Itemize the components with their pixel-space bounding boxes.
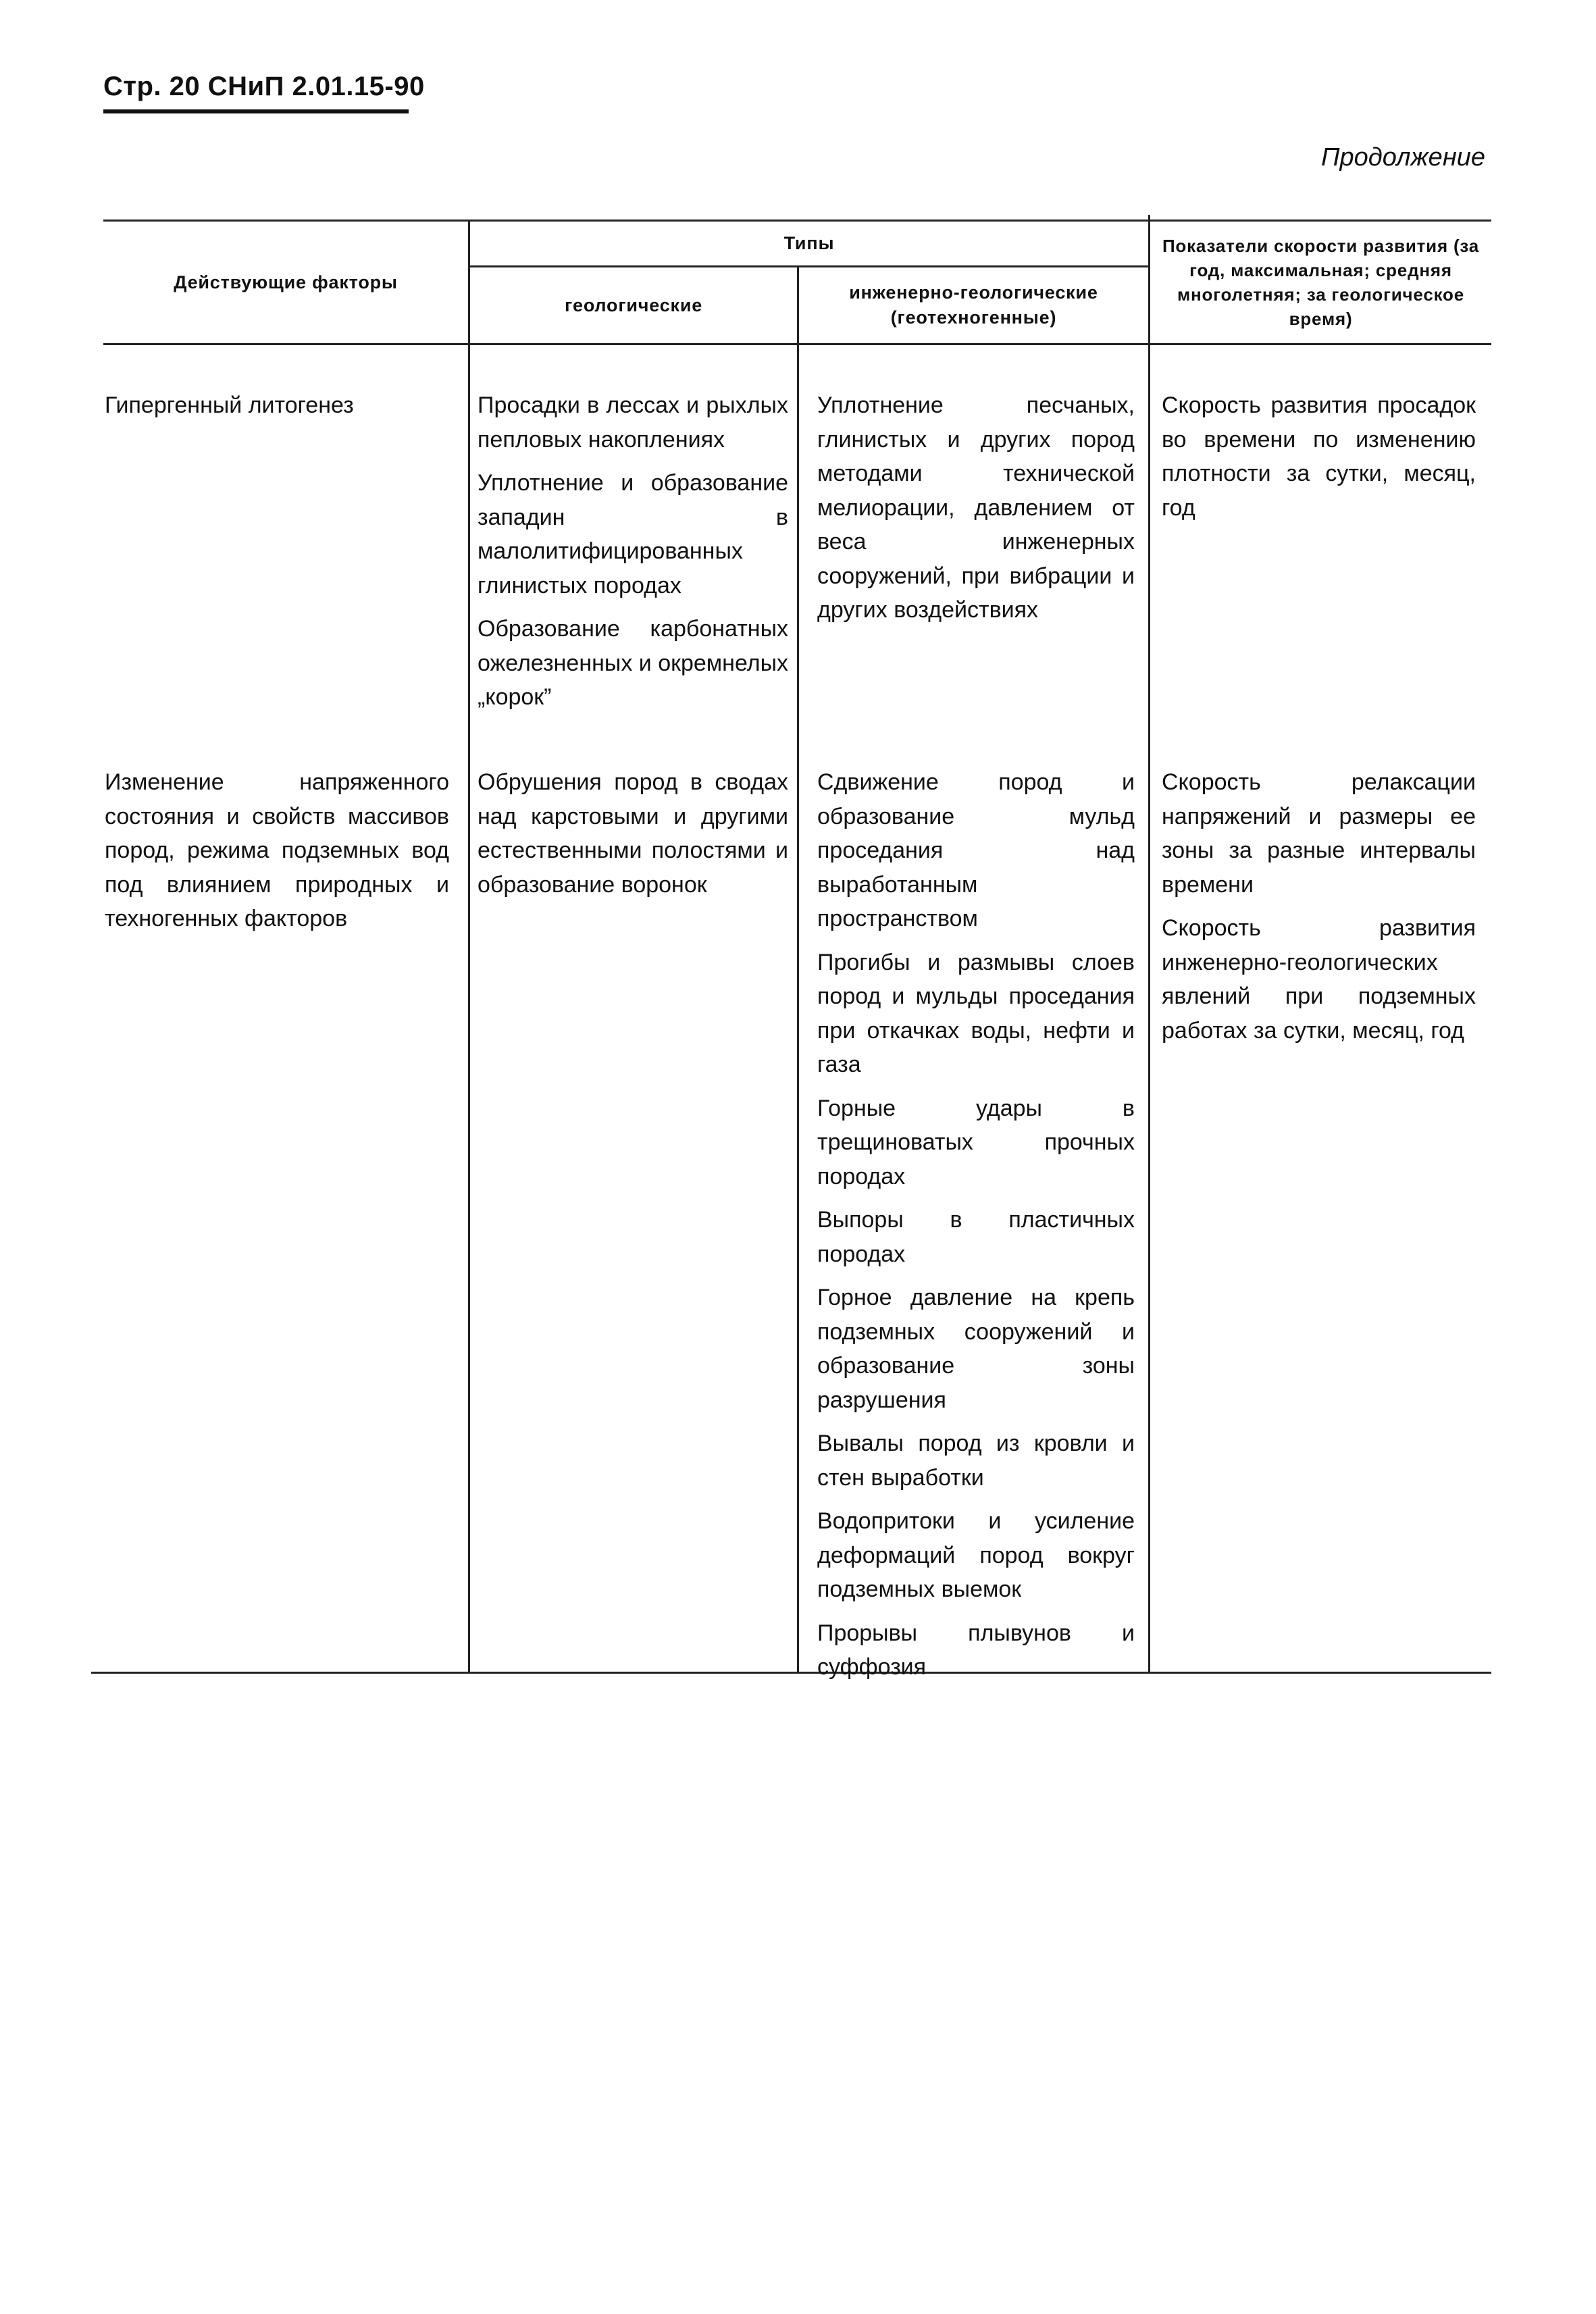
factor-text: Изменение напряженного состояния и свойств массивов пород, режима подземных вод под влиянием природных и техногенных факторов xyxy=(105,769,449,931)
engineering-item: Вывалы пород из кровли и стен выработки xyxy=(817,1431,1135,1491)
row-1-factor-cell xyxy=(105,388,449,432)
row-1-engineering-cell xyxy=(817,388,1135,637)
header-factors: Действующие факторы xyxy=(174,272,398,292)
geological-item: Обрушения пород в сводах над карстовыми и другими естественными полостями и образование воронок xyxy=(478,769,788,898)
row-2-engineering-cell xyxy=(817,765,1135,1694)
continuation-label: Продолжение xyxy=(1321,143,1485,172)
engineering-item: Сдвижение пород и образование мульд проседания над выработанным пространством xyxy=(817,769,1135,931)
indicator-item: Скорость развития просадок во времени по изменению плотности за сутки, месяц, год xyxy=(1162,392,1476,521)
engineering-item: Выпоры в пластичных породах xyxy=(817,1207,1135,1267)
engineering-item: Прогибы и размывы слоев пород и мульды проседания при откачках воды, нефти и газа xyxy=(817,949,1135,1077)
column-divider-2 xyxy=(797,265,799,1672)
row-2-factor-cell xyxy=(105,765,449,946)
factor-text: Гипергенный литогенез xyxy=(105,392,354,418)
column-divider-1 xyxy=(468,220,470,1672)
engineering-item: Горное давление на крепь подземных сооружений и образование зоны разрушения xyxy=(817,1285,1135,1413)
geological-item: Уплотнение и образование западин в малолитифицированных глинистых породах xyxy=(478,470,788,598)
geological-item: Просадки в лессах и рыхлых пепловых накоплениях xyxy=(478,392,788,453)
header-geological: геологические xyxy=(564,294,703,315)
page-header: Стр. 20 СНиП 2.01.15-90 xyxy=(103,72,425,101)
header-types: Типы xyxy=(783,233,835,253)
engineering-item: Уплотнение песчаных, глинистых и других пород методами технической мелиорации, давлением от веса инженерных сооружений, при вибрации и других воздействиях xyxy=(817,392,1135,623)
column-divider-3 xyxy=(1148,215,1150,1672)
engineering-item: Водопритоки и усиление деформаций пород вокруг подземных выемок xyxy=(817,1508,1135,1602)
engineering-item: Горные удары в трещиноватых прочных породах xyxy=(817,1095,1135,1189)
header-indicators: Показатели скорости развития (за год, максимальная; средняя многолетняя; за геологическое время) xyxy=(1162,236,1480,329)
table-bottom-rule xyxy=(91,1672,1491,1674)
geological-item: Образование карбонатных ожелезненных и окремнелых „корок” xyxy=(478,616,789,710)
header-underline xyxy=(103,109,409,113)
header-engineering: инженерно-геологические (геотехногенные) xyxy=(849,282,1098,328)
row-2-indicators-cell xyxy=(1162,765,1476,1057)
indicator-item: Скорость развития инженерно-геологических явлений при подземных работах за сутки, месяц, год xyxy=(1162,915,1476,1044)
indicator-item: Скорость релаксации напряжений и размеры ее зоны за разные интервалы времени xyxy=(1162,769,1476,898)
engineering-item: Прорывы плывунов и суффозия xyxy=(817,1620,1135,1680)
row-1-geological-cell xyxy=(478,388,788,724)
row-2-geological-cell xyxy=(478,765,788,911)
row-1-indicators-cell xyxy=(1162,388,1476,534)
